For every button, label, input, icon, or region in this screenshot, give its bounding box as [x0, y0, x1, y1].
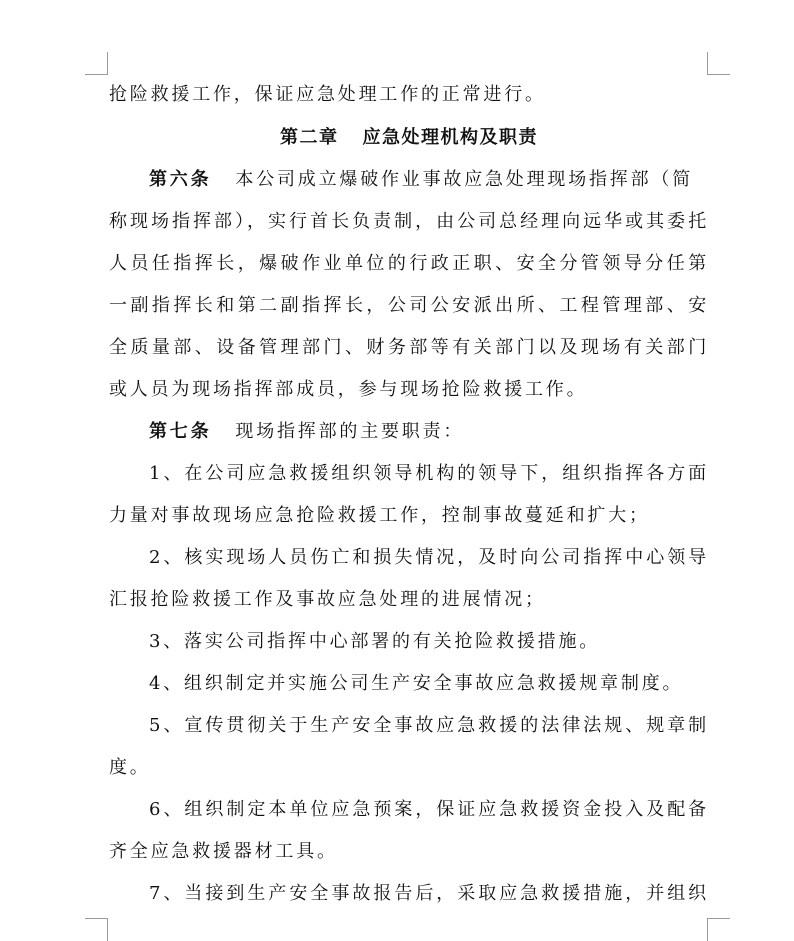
- list-item-line: 力量对事故现场应急抢险救援工作，控制事故蔓延和扩大；: [109, 505, 650, 526]
- paragraph-line: 或人员为现场指挥部成员，参与现场抢险救援工作。: [109, 379, 588, 400]
- paragraph-text: 本公司成立爆破作业事故应急处理现场指挥部（简: [235, 169, 694, 190]
- paragraph-line: 一副指挥长和第二副指挥长，公司公安派出所、工程管理部、安: [109, 295, 709, 316]
- article-six-first-line: [149, 168, 709, 192]
- crop-mark-bottom-left: [85, 918, 108, 941]
- chapter-number: 第二章: [280, 127, 339, 148]
- list-item-line: 齐全应急救援器材工具。: [109, 841, 338, 862]
- paragraph-line: 抢险救援工作，保证应急处理工作的正常进行。: [109, 84, 546, 105]
- list-item-line: 汇报抢险救援工作及事故应急处理的进展情况；: [109, 589, 546, 610]
- list-item-line: 7、当接到生产安全事故报告后，采取应急救援措施，并组织: [149, 883, 709, 904]
- list-item-line: 度。: [109, 757, 151, 778]
- list-item-line: 3、落实公司指挥中心部署的有关抢险救援措施。: [149, 631, 601, 652]
- article-label: 第七条: [149, 421, 212, 442]
- paragraph-line: 称现场指挥部），实行首长负责制，由公司总经理向远华或其委托: [109, 211, 709, 232]
- crop-mark-bottom-right: [707, 918, 730, 941]
- paragraph-text: 现场指挥部的主要职责：: [235, 421, 465, 442]
- paragraph-line: 全质量部、设备管理部门、财务部等有关部门以及现场有关部门: [109, 337, 709, 358]
- chapter-title: 应急处理机构及职责: [362, 127, 538, 148]
- article-seven-first-line: [149, 420, 709, 444]
- crop-mark-top-left: [85, 52, 108, 75]
- list-item-line: 6、组织制定本单位应急预案，保证应急救援资金投入及配备: [149, 799, 709, 820]
- crop-mark-top-right: [707, 52, 730, 75]
- chapter-heading: [109, 126, 709, 150]
- list-item-line: 2、核实现场人员伤亡和损失情况，及时向公司指挥中心领导: [149, 547, 709, 568]
- paragraph-line: 人员任指挥长，爆破作业单位的行政正职、安全分管领导分任第: [109, 253, 709, 274]
- list-item-line: 1、在公司应急救援组织领导机构的领导下，组织指挥各方面: [149, 463, 709, 484]
- article-label: 第六条: [149, 169, 212, 190]
- list-item-line: 4、组织制定并实施公司生产安全事故应急救援规章制度。: [149, 673, 684, 694]
- list-item-line: 5、宣传贯彻关于生产安全事故应急救援的法律法规、规章制: [149, 715, 709, 736]
